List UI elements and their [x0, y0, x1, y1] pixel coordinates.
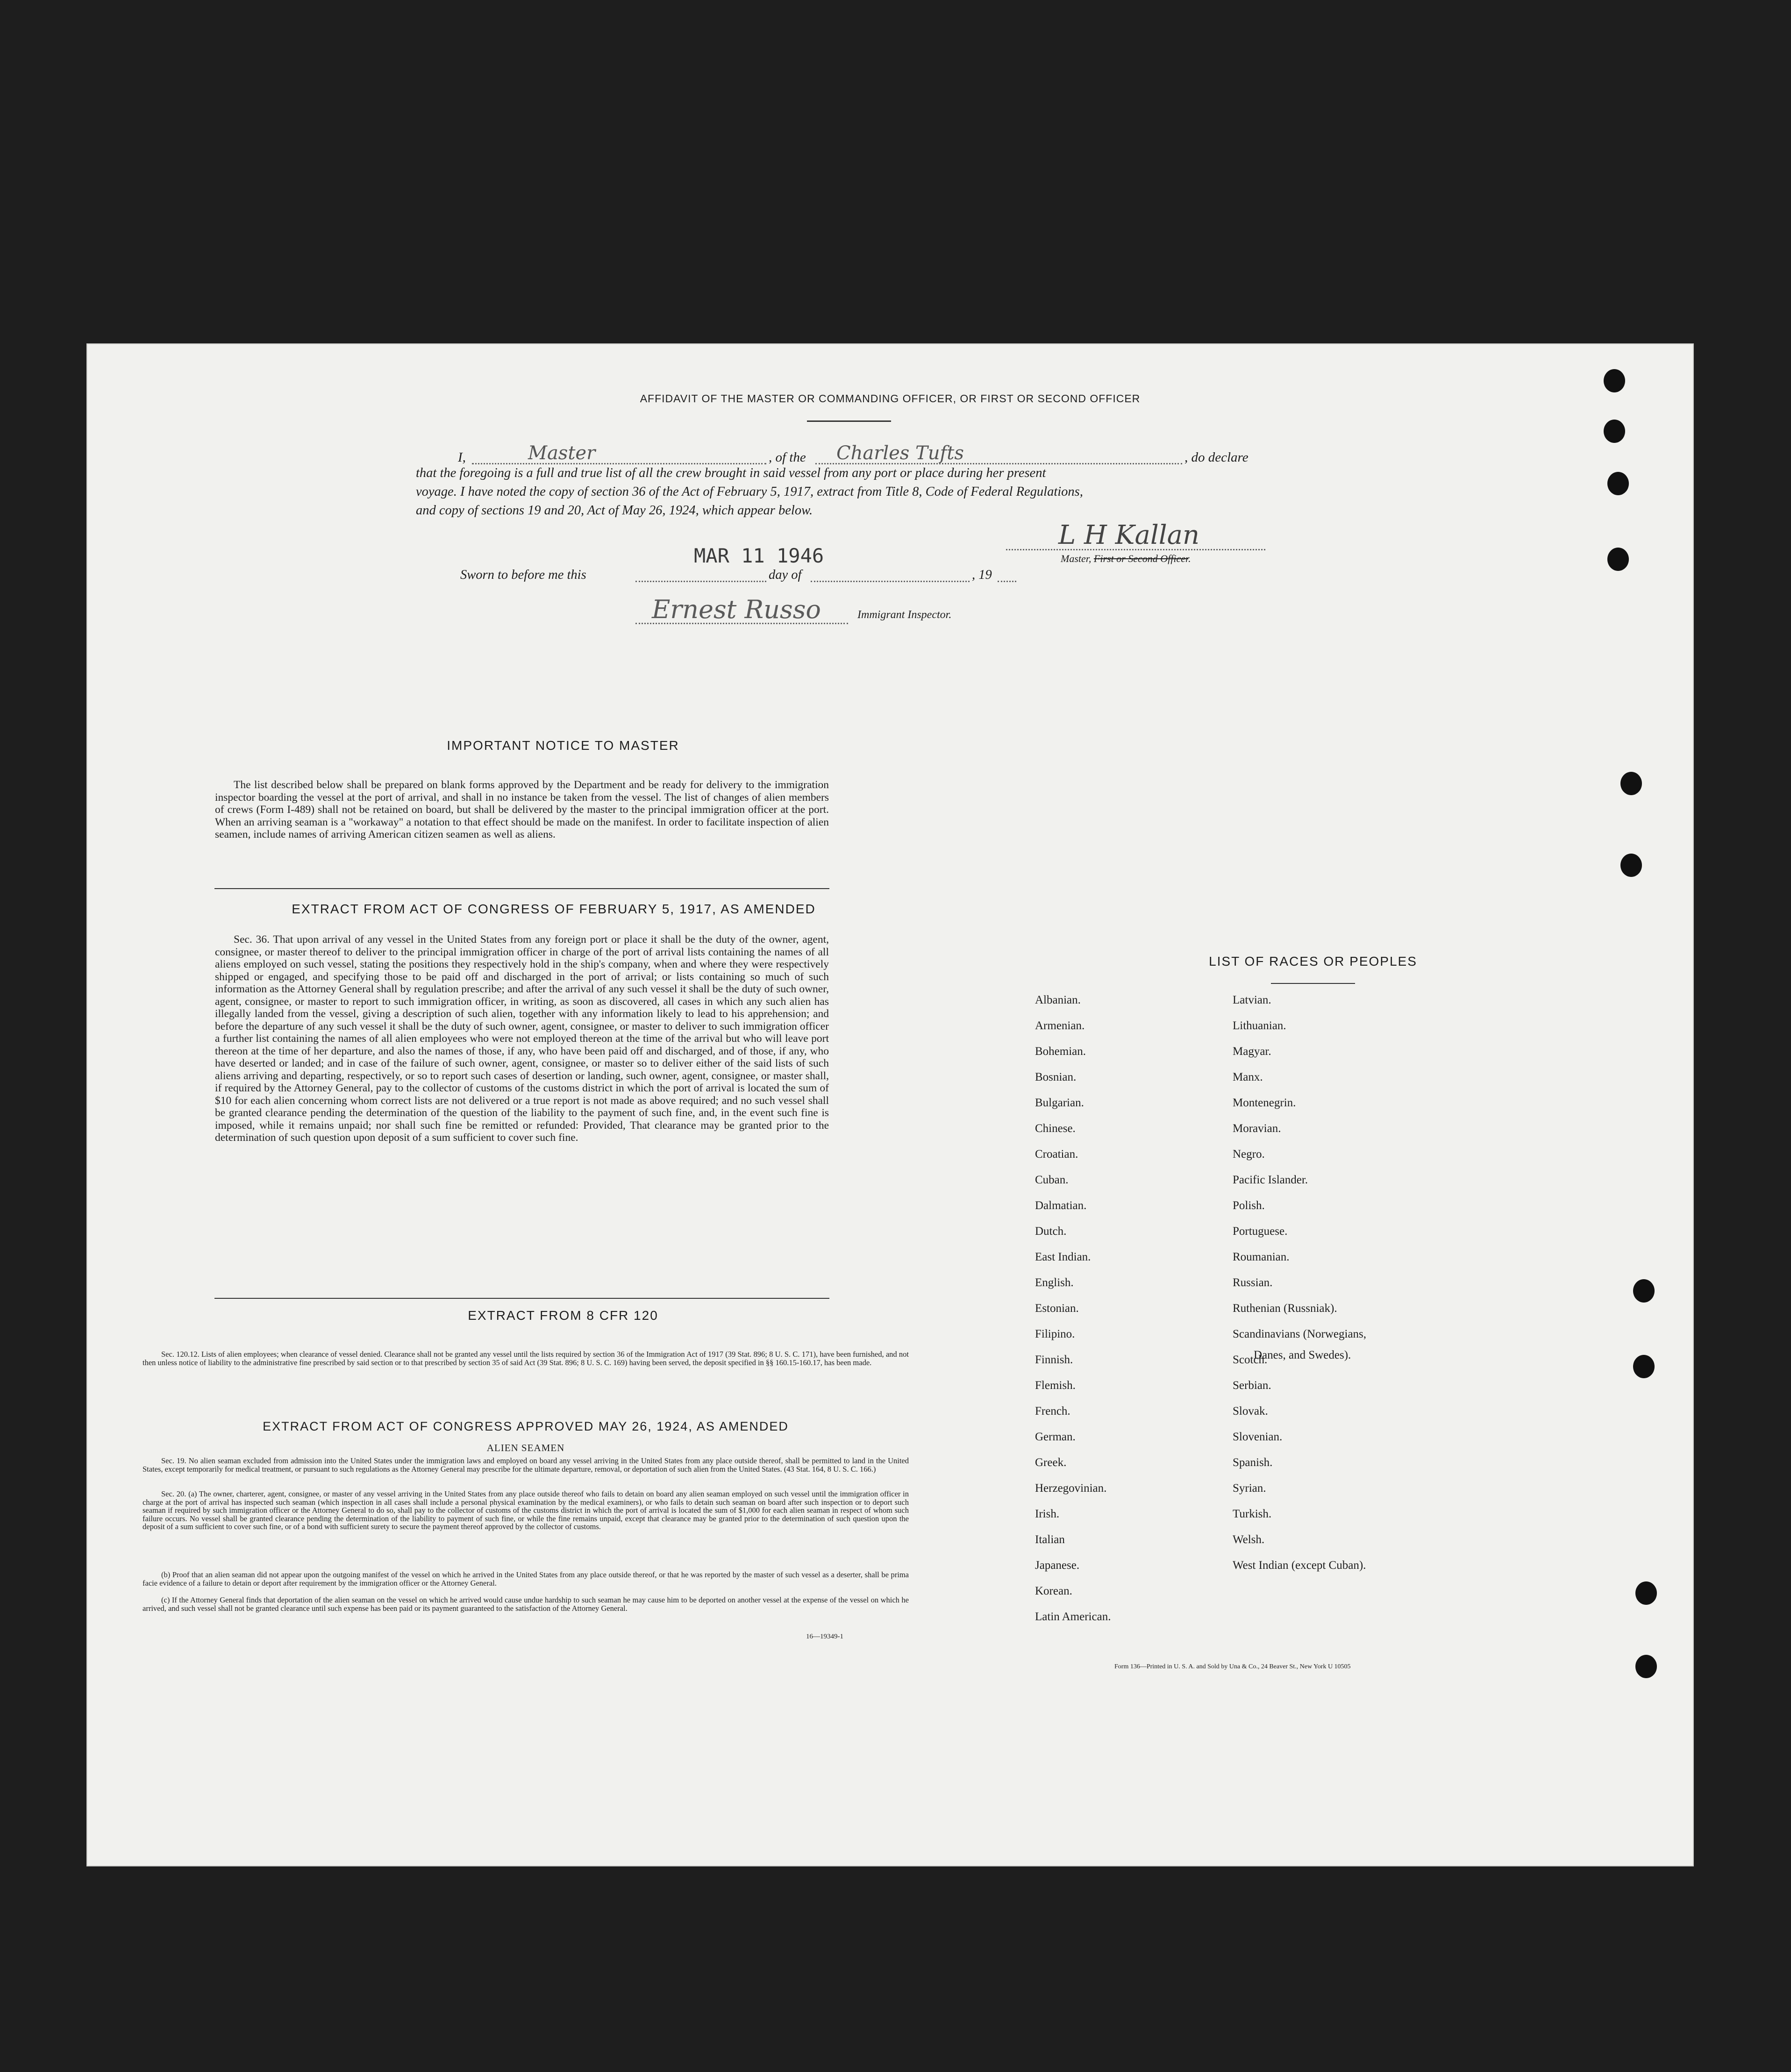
year-field [998, 568, 1016, 582]
race-item: Montenegrin. [1233, 1097, 1296, 1109]
race-item: German. [1035, 1431, 1076, 1443]
binder-hole [1635, 1581, 1657, 1605]
binder-hole [1620, 854, 1642, 877]
binder-hole [1633, 1279, 1655, 1303]
races-heading: LIST OF RACES OR PEOPLES [1209, 954, 1417, 968]
binder-hole [1604, 420, 1625, 443]
document-page [86, 343, 1694, 1866]
binder-hole [1620, 772, 1642, 795]
race-item: Dalmatian. [1035, 1199, 1087, 1212]
race-item: Albanian. [1035, 994, 1081, 1006]
race-item: Bohemian. [1035, 1045, 1086, 1058]
affidavit-body-2: voyage. I have noted the copy of section 36 of the Act of February 5, 1917, extract from Title 8, Code of Federal Regulations, [416, 484, 1083, 499]
race-item: Cuban. [1035, 1174, 1069, 1186]
race-item: Polish. [1233, 1199, 1265, 1212]
inspector-signature: Ernest Russo [652, 595, 821, 624]
month-field [811, 568, 970, 582]
race-item: Armenian. [1035, 1019, 1085, 1032]
signature-caption [1061, 553, 1191, 565]
act-1917-text: Sec. 36. That upon arrival of any vessel in the United States from any foreign port or place it shall be the duty of the owner, agent, consignee, or master thereof to deliver to the principal immigration officer in charge of the port of arrival lists containing the names of all aliens employed on such vessel, stating the positions they respectively hold in the ship's company, when and where they were respectively shipped or engaged, and specifying those to be paid off and discharged in the port of arrival; or lists containing so much of such information as the Attorney General shall by regulation prescribe; and after the arrival of any such vessel it shall be the duty of such owner, agent, consignee, or master to report to such immigration officer, in writing, as soon as discovered, all cases in which any such alien has illegally landed from the vessel, giving a description of such alien, together with any information likely to lead to his apprehension; and before the departure of any such vessel it shall be the duty of such owner, agent, consignee, or master to deliver to such immigration officer a further list containing the names of all alien employees who were not employed thereon at the time of the arrival but who will leave port thereon at the time of her departure, and also the names of those, if any, who have been paid off and discharged, and of those, if any, who have deserted or landed; and in case of the failure of such owner, agent, consignee, or master so to deliver either of the said lists of such aliens arriving and departing, respectively, or so to report such cases of desertion or landing, such owner, agent, consignee, or master shall, if required by the Attorney General, pay to the collector of customs of the customs district in which the port of arrival is located the sum of $10 for each alien concerning whom correct lists are not delivered or a true report is not made as above required; and no such vessel shall be granted clearance pending the determination of the question of the liability to the payment of such fine, and, in the event such fine is imposed, while it remains unpaid; nor shall such fine be remitted or refunded: Provided, That clearance may be granted prior to the determination of such question upon deposit of a sum sufficient to cover such fine. [215, 933, 829, 1144]
act-1917-rule [214, 888, 829, 889]
act-1924-sec20b: (b) Proof that an alien seaman did not appear upon the outgoing manifest of the vessel on which he arrived in the United States from any place outside thereof, or that he was reported by the master of such vessel as a deserter, shall be prima facie evidence of a failure to detain or deport after requirement by the immigration officer or the Attorney General. [143, 1570, 909, 1588]
race-item: Turkish. [1233, 1508, 1272, 1520]
race-item: Latin American. [1035, 1610, 1111, 1623]
officer-field [472, 447, 766, 464]
race-item: Ruthenian (Russniak). [1233, 1302, 1337, 1315]
race-item: Spanish. [1233, 1456, 1273, 1469]
act-1924-subheading: ALIEN SEAMEN [486, 1442, 565, 1453]
race-item: Dutch. [1035, 1225, 1067, 1238]
race-item: Welsh. [1233, 1533, 1265, 1546]
cfr-heading: EXTRACT FROM 8 CFR 120 [468, 1308, 658, 1323]
label-sworn: Sworn to before me this [460, 568, 586, 582]
race-item: Scandinavians (Norwegians, [1233, 1328, 1367, 1340]
affidavit-body-1: that the foregoing is a full and true list of all the crew brought in said vessel from any port or place during her present [416, 466, 1046, 480]
binder-hole [1633, 1355, 1655, 1378]
races-right-continuation: Danes, and Swedes). [1254, 1349, 1351, 1361]
race-item: Moravian. [1233, 1122, 1281, 1135]
race-item: English. [1035, 1276, 1074, 1289]
race-item: Syrian. [1233, 1482, 1266, 1495]
race-item: Lithuanian. [1233, 1019, 1286, 1032]
race-item: East Indian. [1035, 1251, 1091, 1263]
inspector-caption: Immigrant Inspector. [857, 609, 952, 621]
binder-hole [1635, 1655, 1657, 1678]
race-item: Bosnian. [1035, 1071, 1077, 1083]
day-field [635, 568, 766, 582]
act-1924-sec20c: (c) If the Attorney General finds that deportation of the alien seaman on the vessel on which he arrived would cause undue hardship to such seaman he may cause him to be deported on another vessel at the expense of the vessel on which he arrived, and such vessel shall not be granted clearance until such expense has been paid or its payment guaranteed to the satisfaction of the Attorney General. [143, 1595, 909, 1613]
race-item: Flemish. [1035, 1379, 1076, 1392]
race-item: Irish. [1035, 1508, 1060, 1520]
races-rule [1271, 983, 1355, 984]
race-item: Filipino. [1035, 1328, 1075, 1340]
sworn-line [460, 568, 1114, 586]
race-item: Herzegovinian. [1035, 1482, 1107, 1495]
race-item: Scotch. [1233, 1353, 1268, 1366]
act-1924-heading: EXTRACT FROM ACT OF CONGRESS APPROVED MAY 26, 1924, AS AMENDED [263, 1419, 789, 1433]
label-year: , 19 [972, 568, 992, 582]
binder-hole [1607, 472, 1629, 495]
caption-officer: First or Second Officer [1093, 553, 1189, 564]
race-item: Japanese. [1035, 1559, 1080, 1572]
caption-period: . [1188, 553, 1191, 564]
master-signature: L H Kallan [1058, 520, 1200, 550]
race-item: Finnish. [1035, 1353, 1073, 1366]
affidavit-title: AFFIDAVIT OF THE MASTER OR COMMANDING OFFICER, OR FIRST OR SECOND OFFICER [640, 392, 1141, 405]
inspector-signature-line [635, 619, 848, 624]
race-item: Croatian. [1035, 1148, 1078, 1161]
race-item: West Indian (except Cuban). [1233, 1559, 1366, 1572]
title-rule [807, 420, 891, 422]
label-i: I, [458, 450, 466, 465]
race-item: Latvian. [1233, 994, 1271, 1006]
race-item: Manx. [1233, 1071, 1263, 1083]
race-item: Magyar. [1233, 1045, 1271, 1058]
act-1924-sec19: Sec. 19. No alien seaman excluded from admission into the United States under the immigration laws and employed on board any vessel arriving in the United States from any place outside thereof, shall be permitted to land in the United States, except temporarily for medical treatment, or pursuant to such regulations as the Attorney General may prescribe for the ultimate departure, removal, or deportation of such alien from the United States. (43 Stat. 164, 8 U. S. C. 166.) [143, 1456, 909, 1474]
cfr-rule [214, 1298, 829, 1299]
race-item: French. [1035, 1405, 1070, 1417]
cfr-text: Sec. 120.12. Lists of alien employees; when clearance of vessel denied. Clearance shall not be granted any vessel until the lists required by section 36 of the Immigration Act of 1917 (39 Stat. 896; 8 U. S. C. 171), have been furnished, and not then unless notice of liability to the administrative fine prescribed by said section or to that prescribed by section 35 of said Act (39 Stat. 896; 8 U. S. C. 169) having been served, the deposit specified in §§ 160.15-160.17, has been made. [143, 1350, 909, 1367]
form-code: 16—19349-1 [806, 1633, 843, 1640]
race-item: Greek. [1035, 1456, 1067, 1469]
race-item: Pacific Islander. [1233, 1174, 1308, 1186]
race-item: Slovak. [1233, 1405, 1268, 1417]
label-do-declare: , do declare [1184, 450, 1249, 465]
race-item: Estonian. [1035, 1302, 1079, 1315]
caption-master: Master, [1061, 553, 1094, 564]
race-item: Negro. [1233, 1148, 1265, 1161]
races-right-column [1233, 987, 1366, 1578]
race-item: Korean. [1035, 1585, 1072, 1597]
race-item: Italian [1035, 1533, 1065, 1546]
affidavit-line-1 [458, 442, 1392, 466]
race-item: Chinese. [1035, 1122, 1076, 1135]
affidavit-body-3: and copy of sections 19 and 20, Act of May 26, 1924, which appear below. [416, 503, 813, 518]
race-item: Russian. [1233, 1276, 1273, 1289]
race-item: Slovenian. [1233, 1431, 1283, 1443]
notice-heading: IMPORTANT NOTICE TO MASTER [447, 738, 679, 753]
form-footer: Form 136—Printed in U. S. A. and Sold by Una & Co., 24 Beaver St., New York U 10505 [1114, 1663, 1351, 1670]
act-1917-heading: EXTRACT FROM ACT OF CONGRESS OF FEBRUARY 5, 1917, AS AMENDED [292, 902, 816, 916]
race-item: Portuguese. [1233, 1225, 1288, 1238]
label-of-the: , of the [769, 450, 806, 465]
vessel-handwritten: Charles Tufts [836, 442, 964, 464]
label-day-of: day of [769, 568, 802, 582]
binder-hole [1604, 369, 1625, 392]
officer-handwritten: Master [528, 442, 596, 464]
master-signature-line [1006, 544, 1265, 550]
races-left-column [1035, 987, 1111, 1630]
notice-text: The list described below shall be prepared on blank forms approved by the Department and be ready for delivery to the immigration inspector boarding the vessel at the port of arrival, and shall in no instance be taken from the vessel. The list of changes of alien members of crews (Form I-489) shall not be retained on board, but shall be delivered by the master to the principal immigration officer at the port. When an arriving seaman is a "workaway" a notation to that effect should be made on the manifest. In order to facilitate inspection of alien seamen, include names of arriving American citizen seamen as well as aliens. [215, 779, 829, 840]
race-item: Bulgarian. [1035, 1097, 1084, 1109]
race-item: Serbian. [1233, 1379, 1271, 1392]
race-item: Roumanian. [1233, 1251, 1290, 1263]
act-1924-sec20a: Sec. 20. (a) The owner, charterer, agent, consignee, or master of any vessel arriving in the United States from any place outside thereof who fails to detain on board any alien seaman employed on such vessel until the immigration officer in charge at the port of arrival has inspected such seaman (which inspection in all cases shall include a personal physical examination by the medical examiners), or who fails to detain such seaman on board after such inspection or to deport such seaman if required by such immigration officer or the Attorney General to do so, shall pay to the collector of customs of the customs district in which the port of arrival is located the sum of $1,000 for each alien seaman in respect of whom such failure occurs. No vessel shall be granted clearance pending the determination of the liability to payment of such fine, or while the fine remains unpaid, except that clearance may be granted prior to the determination of such question upon the deposit of a sum sufficient to cover such fine, or of a bond with sufficient surety to secure the payment thereof approved by the collector of customs. [143, 1489, 909, 1531]
date-stamp: MAR 11 1946 [694, 544, 824, 567]
binder-hole [1607, 548, 1629, 571]
